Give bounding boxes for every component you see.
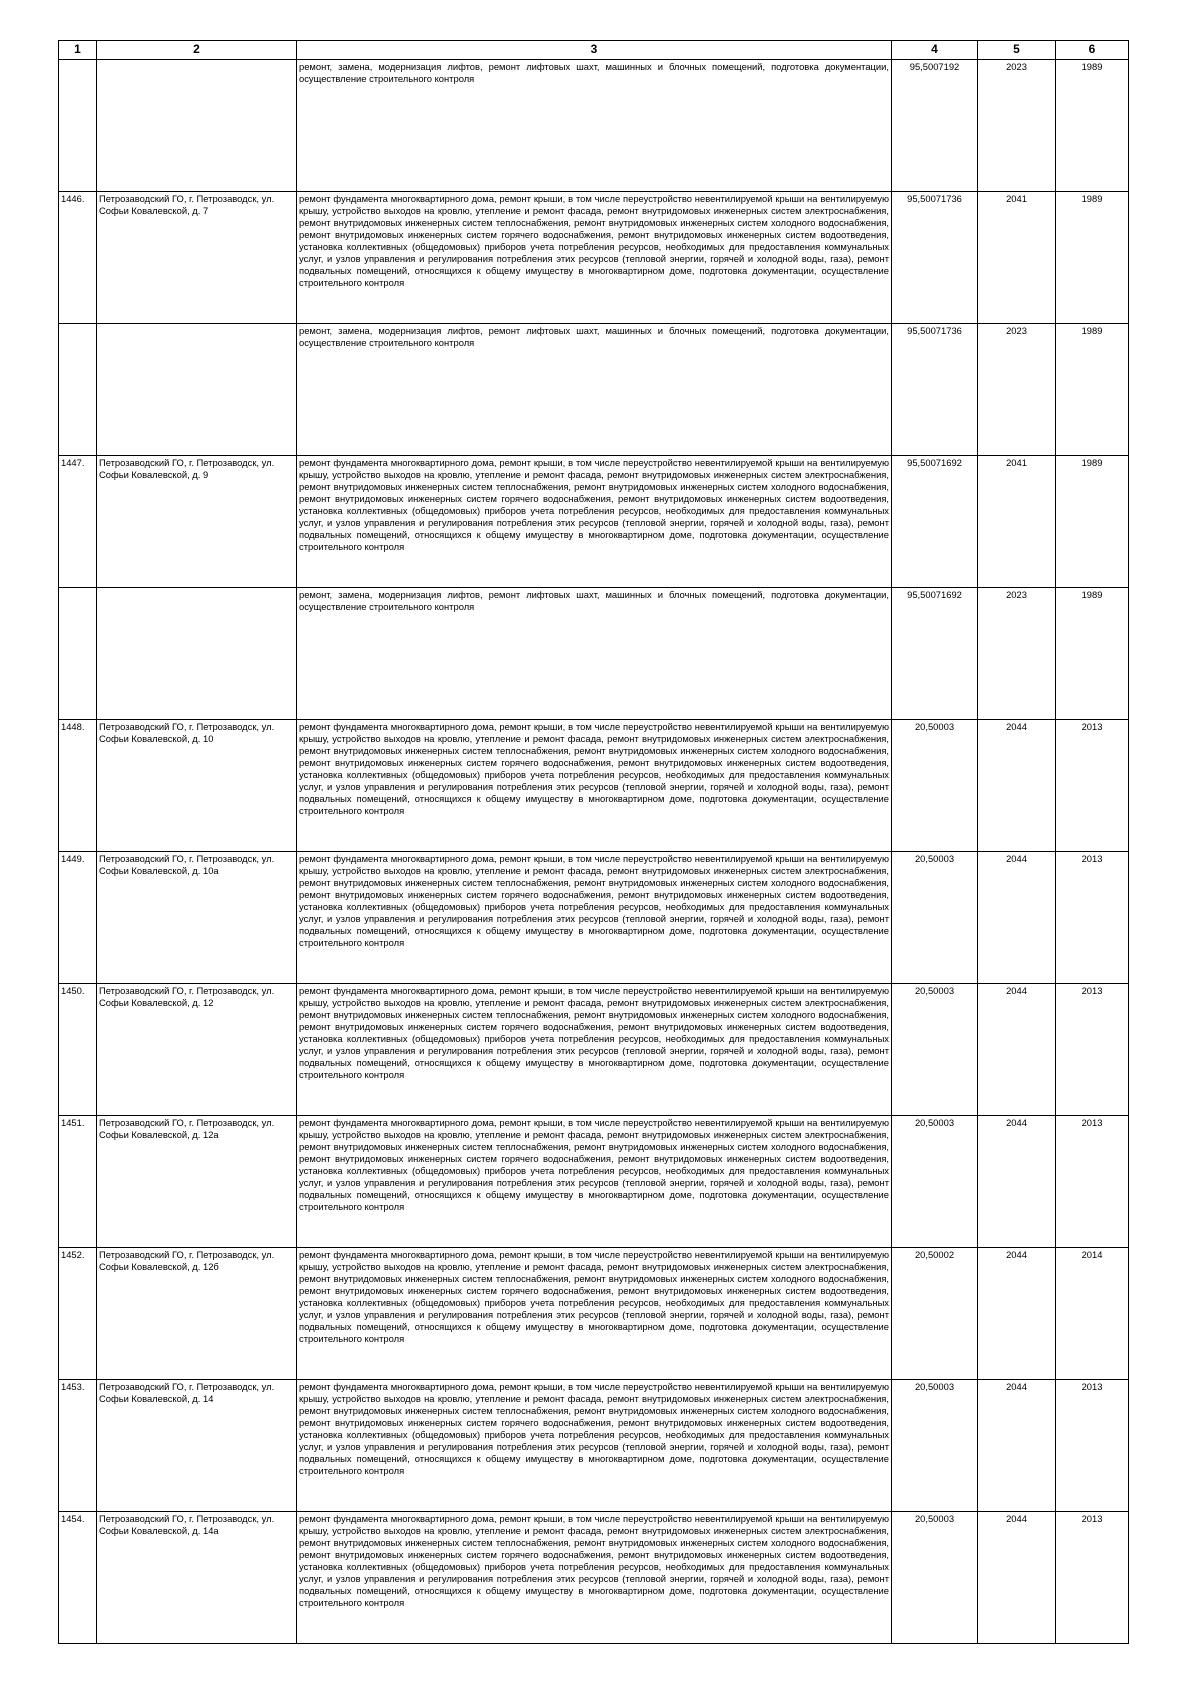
table-row [59, 720, 1129, 852]
work-description: ремонт фундамента многоквартирного дома, ремонт крыши, в том числе переустройство невентилируемой крыши на вентилируемую крышу, устройство выходов на кровлю, утепление и ремонт фасада, ремонт внутридомовых инженерных систем электроснабжения, ремонт внутридомовых инженерных систем теплоснабжения, ремонт внутридомовых инженерных систем холодного водоснабжения, ремонт внутридомовых инженерных систем горячего водоснабжения, ремонт внутридомовых инженерных систем водоотведения, установка коллективных (общедомовых) приборов учета потребления ресурсов, необходимых для предоставления коммунальных услуг, и узлов управления и регулирования потребления этих ресурсов (тепловой энергии, горячей и холодной воды, газа), ремонт подвальных помещений, относящихся к общему имуществу в многоквартирном доме, подготовка документации, осуществление строительного контроля [297, 456, 892, 588]
table-row [59, 588, 1129, 720]
table-row [59, 1116, 1129, 1248]
row-number [59, 588, 97, 720]
row-number: 1449. [59, 852, 97, 984]
row-number [59, 60, 97, 192]
area-value: 20,50003 [892, 984, 978, 1116]
header-col-5: 5 [978, 41, 1056, 60]
table-row [59, 192, 1129, 324]
planned-year: 2044 [978, 1380, 1056, 1512]
address-cell: Петрозаводский ГО, г. Петрозаводск, ул. Софьи Ковалевской, д. 12 [97, 984, 297, 1116]
table-row [59, 984, 1129, 1116]
work-description: ремонт, замена, модернизация лифтов, ремонт лифтовых шахт, машинных и блочных помещений, подготовка документации, осуществление строительного контроля [297, 60, 892, 192]
planned-year: 2044 [978, 1116, 1056, 1248]
built-year: 2013 [1056, 720, 1129, 852]
row-number: 1448. [59, 720, 97, 852]
built-year: 2013 [1056, 1512, 1129, 1644]
address-cell: Петрозаводский ГО, г. Петрозаводск, ул. Софьи Ковалевской, д. 9 [97, 456, 297, 588]
address-cell: Петрозаводский ГО, г. Петрозаводск, ул. Софьи Ковалевской, д. 12а [97, 1116, 297, 1248]
built-year: 1989 [1056, 192, 1129, 324]
area-value: 20,50003 [892, 1512, 978, 1644]
header-col-1: 1 [59, 41, 97, 60]
built-year: 2013 [1056, 984, 1129, 1116]
built-year: 2013 [1056, 852, 1129, 984]
planned-year: 2044 [978, 1512, 1056, 1644]
address-cell [97, 588, 297, 720]
repair-schedule-table [58, 40, 1129, 1644]
table-row [59, 1248, 1129, 1380]
work-description: ремонт фундамента многоквартирного дома, ремонт крыши, в том числе переустройство невентилируемой крыши на вентилируемую крышу, устройство выходов на кровлю, утепление и ремонт фасада, ремонт внутридомовых инженерных систем электроснабжения, ремонт внутридомовых инженерных систем теплоснабжения, ремонт внутридомовых инженерных систем холодного водоснабжения, ремонт внутридомовых инженерных систем горячего водоснабжения, ремонт внутридомовых инженерных систем водоотведения, установка коллективных (общедомовых) приборов учета потребления ресурсов, необходимых для предоставления коммунальных услуг, и узлов управления и регулирования потребления этих ресурсов (тепловой энергии, горячей и холодной воды, газа), ремонт подвальных помещений, относящихся к общему имуществу в многоквартирном доме, подготовка документации, осуществление строительного контроля [297, 1512, 892, 1644]
work-description: ремонт фундамента многоквартирного дома, ремонт крыши, в том числе переустройство невентилируемой крыши на вентилируемую крышу, устройство выходов на кровлю, утепление и ремонт фасада, ремонт внутридомовых инженерных систем электроснабжения, ремонт внутридомовых инженерных систем теплоснабжения, ремонт внутридомовых инженерных систем холодного водоснабжения, ремонт внутридомовых инженерных систем горячего водоснабжения, ремонт внутридомовых инженерных систем водоотведения, установка коллективных (общедомовых) приборов учета потребления ресурсов, необходимых для предоставления коммунальных услуг, и узлов управления и регулирования потребления этих ресурсов (тепловой энергии, горячей и холодной воды, газа), ремонт подвальных помещений, относящихся к общему имуществу в многоквартирном доме, подготовка документации, осуществление строительного контроля [297, 1116, 892, 1248]
row-number: 1450. [59, 984, 97, 1116]
area-value: 20,50003 [892, 852, 978, 984]
address-cell [97, 324, 297, 456]
area-value: 20,50003 [892, 1380, 978, 1512]
address-cell [97, 60, 297, 192]
table-body [59, 60, 1129, 1644]
planned-year: 2041 [978, 192, 1056, 324]
area-value: 95,50071736 [892, 324, 978, 456]
planned-year: 2044 [978, 852, 1056, 984]
table-row [59, 1380, 1129, 1512]
address-cell: Петрозаводский ГО, г. Петрозаводск, ул. Софьи Ковалевской, д. 14 [97, 1380, 297, 1512]
planned-year: 2023 [978, 324, 1056, 456]
built-year: 1989 [1056, 324, 1129, 456]
row-number: 1447. [59, 456, 97, 588]
area-value: 20,50003 [892, 1116, 978, 1248]
built-year: 1989 [1056, 60, 1129, 192]
work-description: ремонт фундамента многоквартирного дома, ремонт крыши, в том числе переустройство невентилируемой крыши на вентилируемую крышу, устройство выходов на кровлю, утепление и ремонт фасада, ремонт внутридомовых инженерных систем электроснабжения, ремонт внутридомовых инженерных систем теплоснабжения, ремонт внутридомовых инженерных систем холодного водоснабжения, ремонт внутридомовых инженерных систем горячего водоснабжения, ремонт внутридомовых инженерных систем водоотведения, установка коллективных (общедомовых) приборов учета потребления ресурсов, необходимых для предоставления коммунальных услуг, и узлов управления и регулирования потребления этих ресурсов (тепловой энергии, горячей и холодной воды, газа), ремонт подвальных помещений, относящихся к общему имуществу в многоквартирном доме, подготовка документации, осуществление строительного контроля [297, 720, 892, 852]
address-cell: Петрозаводский ГО, г. Петрозаводск, ул. Софьи Ковалевской, д. 14а [97, 1512, 297, 1644]
built-year: 1989 [1056, 588, 1129, 720]
header-col-6: 6 [1056, 41, 1129, 60]
work-description: ремонт фундамента многоквартирного дома, ремонт крыши, в том числе переустройство невентилируемой крыши на вентилируемую крышу, устройство выходов на кровлю, утепление и ремонт фасада, ремонт внутридомовых инженерных систем электроснабжения, ремонт внутридомовых инженерных систем теплоснабжения, ремонт внутридомовых инженерных систем холодного водоснабжения, ремонт внутридомовых инженерных систем горячего водоснабжения, ремонт внутридомовых инженерных систем водоотведения, установка коллективных (общедомовых) приборов учета потребления ресурсов, необходимых для предоставления коммунальных услуг, и узлов управления и регулирования потребления этих ресурсов (тепловой энергии, горячей и холодной воды, газа), ремонт подвальных помещений, относящихся к общему имуществу в многоквартирном доме, подготовка документации, осуществление строительного контроля [297, 192, 892, 324]
row-number: 1453. [59, 1380, 97, 1512]
work-description: ремонт фундамента многоквартирного дома, ремонт крыши, в том числе переустройство невентилируемой крыши на вентилируемую крышу, устройство выходов на кровлю, утепление и ремонт фасада, ремонт внутридомовых инженерных систем электроснабжения, ремонт внутридомовых инженерных систем теплоснабжения, ремонт внутридомовых инженерных систем холодного водоснабжения, ремонт внутридомовых инженерных систем горячего водоснабжения, ремонт внутридомовых инженерных систем водоотведения, установка коллективных (общедомовых) приборов учета потребления ресурсов, необходимых для предоставления коммунальных услуг, и узлов управления и регулирования потребления этих ресурсов (тепловой энергии, горячей и холодной воды, газа), ремонт подвальных помещений, относящихся к общему имуществу в многоквартирном доме, подготовка документации, осуществление строительного контроля [297, 1248, 892, 1380]
work-description: ремонт, замена, модернизация лифтов, ремонт лифтовых шахт, машинных и блочных помещений, подготовка документации, осуществление строительного контроля [297, 588, 892, 720]
built-year: 2013 [1056, 1116, 1129, 1248]
table-row [59, 852, 1129, 984]
row-number: 1452. [59, 1248, 97, 1380]
address-cell: Петрозаводский ГО, г. Петрозаводск, ул. Софьи Ковалевской, д. 10а [97, 852, 297, 984]
built-year: 1989 [1056, 456, 1129, 588]
planned-year: 2044 [978, 984, 1056, 1116]
area-value: 20,50002 [892, 1248, 978, 1380]
area-value: 20,50003 [892, 720, 978, 852]
built-year: 2013 [1056, 1380, 1129, 1512]
work-description: ремонт фундамента многоквартирного дома, ремонт крыши, в том числе переустройство невентилируемой крыши на вентилируемую крышу, устройство выходов на кровлю, утепление и ремонт фасада, ремонт внутридомовых инженерных систем электроснабжения, ремонт внутридомовых инженерных систем теплоснабжения, ремонт внутридомовых инженерных систем холодного водоснабжения, ремонт внутридомовых инженерных систем горячего водоснабжения, ремонт внутридомовых инженерных систем водоотведения, установка коллективных (общедомовых) приборов учета потребления ресурсов, необходимых для предоставления коммунальных услуг, и узлов управления и регулирования потребления этих ресурсов (тепловой энергии, горячей и холодной воды, газа), ремонт подвальных помещений, относящихся к общему имуществу в многоквартирном доме, подготовка документации, осуществление строительного контроля [297, 852, 892, 984]
address-cell: Петрозаводский ГО, г. Петрозаводск, ул. Софьи Ковалевской, д. 12б [97, 1248, 297, 1380]
planned-year: 2023 [978, 588, 1056, 720]
area-value: 95,50071692 [892, 456, 978, 588]
work-description: ремонт, замена, модернизация лифтов, ремонт лифтовых шахт, машинных и блочных помещений, подготовка документации, осуществление строительного контроля [297, 324, 892, 456]
planned-year: 2044 [978, 1248, 1056, 1380]
area-value: 95,50071736 [892, 192, 978, 324]
area-value: 95,5007192 [892, 60, 978, 192]
header-row [59, 41, 1129, 60]
table-row [59, 1512, 1129, 1644]
table-row [59, 324, 1129, 456]
table-header [59, 41, 1129, 60]
address-cell: Петрозаводский ГО, г. Петрозаводск, ул. Софьи Ковалевской, д. 10 [97, 720, 297, 852]
header-col-3: 3 [297, 41, 892, 60]
area-value: 95,50071692 [892, 588, 978, 720]
built-year: 2014 [1056, 1248, 1129, 1380]
work-description: ремонт фундамента многоквартирного дома, ремонт крыши, в том числе переустройство невентилируемой крыши на вентилируемую крышу, устройство выходов на кровлю, утепление и ремонт фасада, ремонт внутридомовых инженерных систем электроснабжения, ремонт внутридомовых инженерных систем теплоснабжения, ремонт внутридомовых инженерных систем холодного водоснабжения, ремонт внутридомовых инженерных систем горячего водоснабжения, ремонт внутридомовых инженерных систем водоотведения, установка коллективных (общедомовых) приборов учета потребления ресурсов, необходимых для предоставления коммунальных услуг, и узлов управления и регулирования потребления этих ресурсов (тепловой энергии, горячей и холодной воды, газа), ремонт подвальных помещений, относящихся к общему имуществу в многоквартирном доме, подготовка документации, осуществление строительного контроля [297, 984, 892, 1116]
work-description: ремонт фундамента многоквартирного дома, ремонт крыши, в том числе переустройство невентилируемой крыши на вентилируемую крышу, устройство выходов на кровлю, утепление и ремонт фасада, ремонт внутридомовых инженерных систем электроснабжения, ремонт внутридомовых инженерных систем теплоснабжения, ремонт внутридомовых инженерных систем холодного водоснабжения, ремонт внутридомовых инженерных систем горячего водоснабжения, ремонт внутридомовых инженерных систем водоотведения, установка коллективных (общедомовых) приборов учета потребления ресурсов, необходимых для предоставления коммунальных услуг, и узлов управления и регулирования потребления этих ресурсов (тепловой энергии, горячей и холодной воды, газа), ремонт подвальных помещений, относящихся к общему имуществу в многоквартирном доме, подготовка документации, осуществление строительного контроля [297, 1380, 892, 1512]
table-row [59, 456, 1129, 588]
header-col-2: 2 [97, 41, 297, 60]
planned-year: 2041 [978, 456, 1056, 588]
row-number: 1446. [59, 192, 97, 324]
planned-year: 2044 [978, 720, 1056, 852]
planned-year: 2023 [978, 60, 1056, 192]
table-row [59, 60, 1129, 192]
header-col-4: 4 [892, 41, 978, 60]
row-number: 1451. [59, 1116, 97, 1248]
address-cell: Петрозаводский ГО, г. Петрозаводск, ул. Софьи Ковалевской, д. 7 [97, 192, 297, 324]
row-number [59, 324, 97, 456]
row-number: 1454. [59, 1512, 97, 1644]
